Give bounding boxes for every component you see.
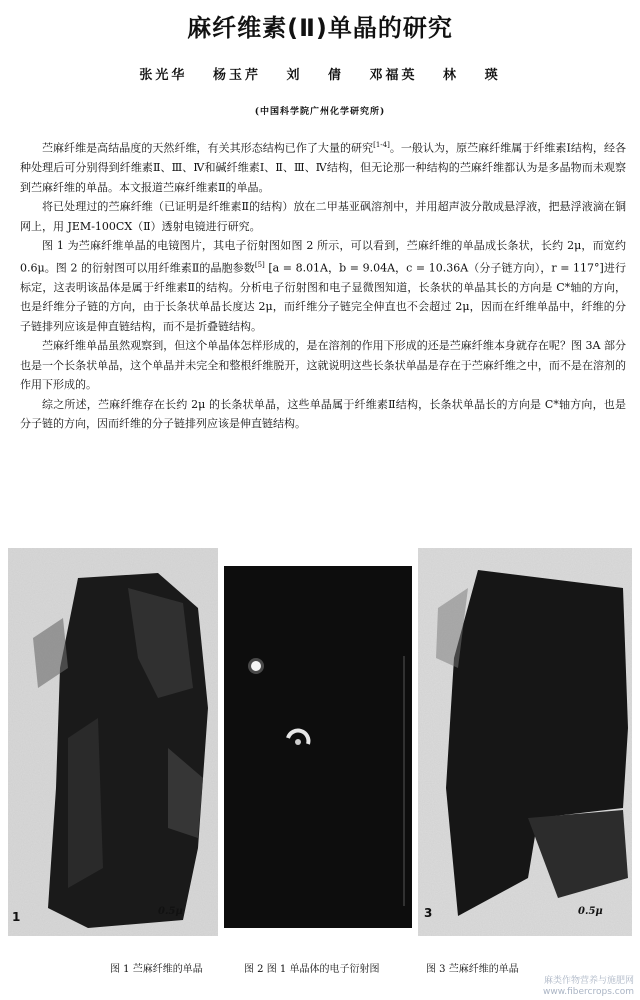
- caption-figure-1: 图 1 苎麻纤维的单晶: [110, 964, 203, 975]
- figure-3-number: 3: [424, 906, 433, 920]
- paper-title: 麻纤维素(Ⅱ)单晶的研究: [187, 14, 453, 42]
- paragraph-5: 综之所述，苎麻纤维存在长约 2μ 的长条状单晶，这些单晶属于纤维素Ⅱ结构，长条状单晶长的方向是 C*轴方向，也是分子链的方向，因而纤维的分子链排列应该是伸直链结构。: [20, 397, 626, 431]
- site-watermark: [543, 976, 634, 998]
- figure-2-diffraction-pattern: [224, 566, 412, 928]
- paragraph-4: 苎麻纤维单晶虽然观察到，但这个单晶体怎样形成的，是在溶剂的作用下形成的还是苎麻纤维本身就存在呢？图 3A 部分也是一个长条状单晶，这个单晶并未完全和整根纤维脱开，这就说明这些长条状单晶是存在于苎麻纤维之中，而不是在溶剂的作用下形成的。: [20, 339, 626, 392]
- paragraph-2: 将已处理过的苎麻纤维（已证明是纤维素Ⅱ的结构）放在二甲基亚砜溶剂中，并用超声波分散成悬浮液，把悬浮液滴在铜网上，用 JEM-100CX（Ⅱ）透射电镜进行研究。: [20, 200, 626, 233]
- figure-3-scale: 0.5μ: [578, 906, 603, 917]
- paragraph-3: 图 1 为苎麻纤维单晶的电镜图片，其电子衍射图如图 2 所示，可以看到，苎麻纤维的单晶成长条状，长约 2μ，而宽约 0.6μ。图 2 的衍射图可以用纤维素Ⅱ的晶胞参数[5] [a = 8.01A，b = 9.04A，c = 10.36A（分子链方向），r = 117°]进行标定，这表明该晶体是属于纤维素Ⅱ的结构。分析电子衍射图和电子显微图知道，长条状的单晶其长的方向是 C*轴的方向，也是纤维分子链的方向，由于长条状单晶长度达 2μ，而纤维分子链完全伸直也不会超过 2μ，因而在纤维单晶中，纤维的分子链排列应该是伸直链结构，而不是折叠链结构。: [20, 239, 626, 333]
- caption-figure-3: 图 3 苎麻纤维的单晶: [426, 964, 519, 975]
- paragraph-1: 苎麻纤维是高结晶度的天然纤维，有关其形态结构已作了大量的研究[1-4]。一般认为，原苎麻纤维属于纤维素Ⅰ结构，经各种处理后可分别得到纤维素Ⅱ、Ⅲ、Ⅳ和碱纤维素Ⅰ、Ⅱ、Ⅲ、Ⅳ结构，但无论那一种结构的苎麻纤维都认为是多晶物而未观察到苎麻纤维的单晶。本文报道苎麻纤维素Ⅱ的单晶。: [20, 141, 627, 194]
- caption-figure-2: 图 2 图 1 单晶体的电子衍射图: [244, 964, 380, 975]
- affiliation: (中国科学院广州化学研究所): [254, 107, 386, 117]
- figure-1-micrograph: [8, 548, 218, 936]
- figure-3-micrograph: [418, 548, 632, 936]
- article-body: [20, 136, 626, 434]
- watermark-line-1: 麻类作物营养与施肥网: [543, 976, 634, 986]
- citation-2: [5]: [254, 260, 265, 269]
- author-list: 张光华 杨玉芹 刘 倩 邓福英 林 瑛: [139, 68, 501, 83]
- figure-1-number: 1: [12, 910, 21, 924]
- watermark-line-2: www.fibercrops.com: [543, 987, 634, 997]
- figure-1-scale: 0.5μ: [158, 906, 183, 917]
- citation-1: [1-4]: [373, 141, 390, 149]
